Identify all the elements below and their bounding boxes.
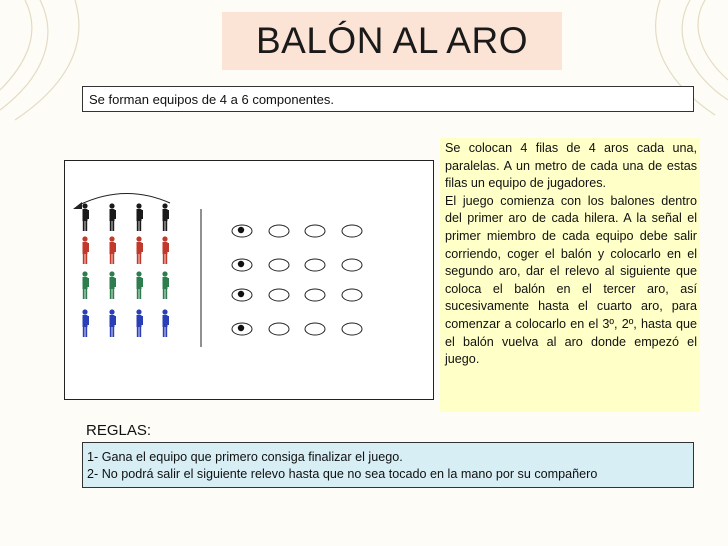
ball — [238, 261, 244, 267]
hoop — [342, 259, 362, 271]
rule-item-2: 2- No podrá salir el siguiente relevo hasta que no sea tocado en la mano por su compañero — [87, 467, 598, 481]
player-figure — [109, 203, 116, 231]
description-paragraph-2: El juego comienza con los balones dentro del primer aro de cada hilera. A la señal el primer miembro de cada equipo debe salir corriendo, coger el balón y colocarlo en el segundo aro, dar el relevo al siguiente que coloca el balón en el tercer aro, así sucesivamente hasta el cuarto aro, para comenzar a colocarlo en el 3º, 2º, hasta que el balón vuelva al aro donde empezó el juego. — [445, 193, 697, 367]
player-figure — [136, 203, 143, 231]
hoop — [342, 225, 362, 237]
hoop — [269, 225, 289, 237]
player-figure — [82, 271, 89, 299]
player-figure — [109, 271, 116, 299]
rule-item-1: 1- Gana el equipo que primero consiga finalizar el juego. — [87, 450, 403, 464]
hoop — [269, 323, 289, 335]
subtitle-box: Se forman equipos de 4 a 6 componentes. — [82, 86, 694, 112]
hoop — [305, 259, 325, 271]
player-figure — [109, 236, 116, 264]
hoop — [342, 289, 362, 301]
hoop — [305, 289, 325, 301]
hoop — [342, 323, 362, 335]
ball — [238, 291, 244, 297]
hoop — [305, 225, 325, 237]
player-figure — [82, 203, 89, 231]
player-figure — [162, 236, 169, 264]
player-figure — [136, 236, 143, 264]
hoop — [269, 289, 289, 301]
player-figure — [109, 309, 116, 337]
relay-arrow-arc — [79, 193, 170, 205]
page-title: BALÓN AL ARO — [222, 12, 562, 70]
player-figure — [162, 271, 169, 299]
ball — [238, 227, 244, 233]
hoop — [305, 323, 325, 335]
ball — [238, 325, 244, 331]
player-figure — [162, 203, 169, 231]
rules-heading: REGLAS: — [86, 422, 152, 439]
description-box — [440, 138, 700, 412]
description-paragraph-1: Se colocan 4 filas de 4 aros cada una, paralelas. A un metro de cada una de estas filas un equipo de jugadores. — [445, 141, 697, 191]
rules-box — [82, 442, 694, 488]
player-figure — [162, 309, 169, 337]
diagram-canvas — [65, 161, 435, 401]
game-diagram — [64, 160, 434, 400]
player-figure — [136, 271, 143, 299]
relay-arrow-head — [73, 202, 82, 209]
player-figure — [136, 309, 143, 337]
hoop — [269, 259, 289, 271]
player-figure — [82, 309, 89, 337]
player-figure — [82, 236, 89, 264]
